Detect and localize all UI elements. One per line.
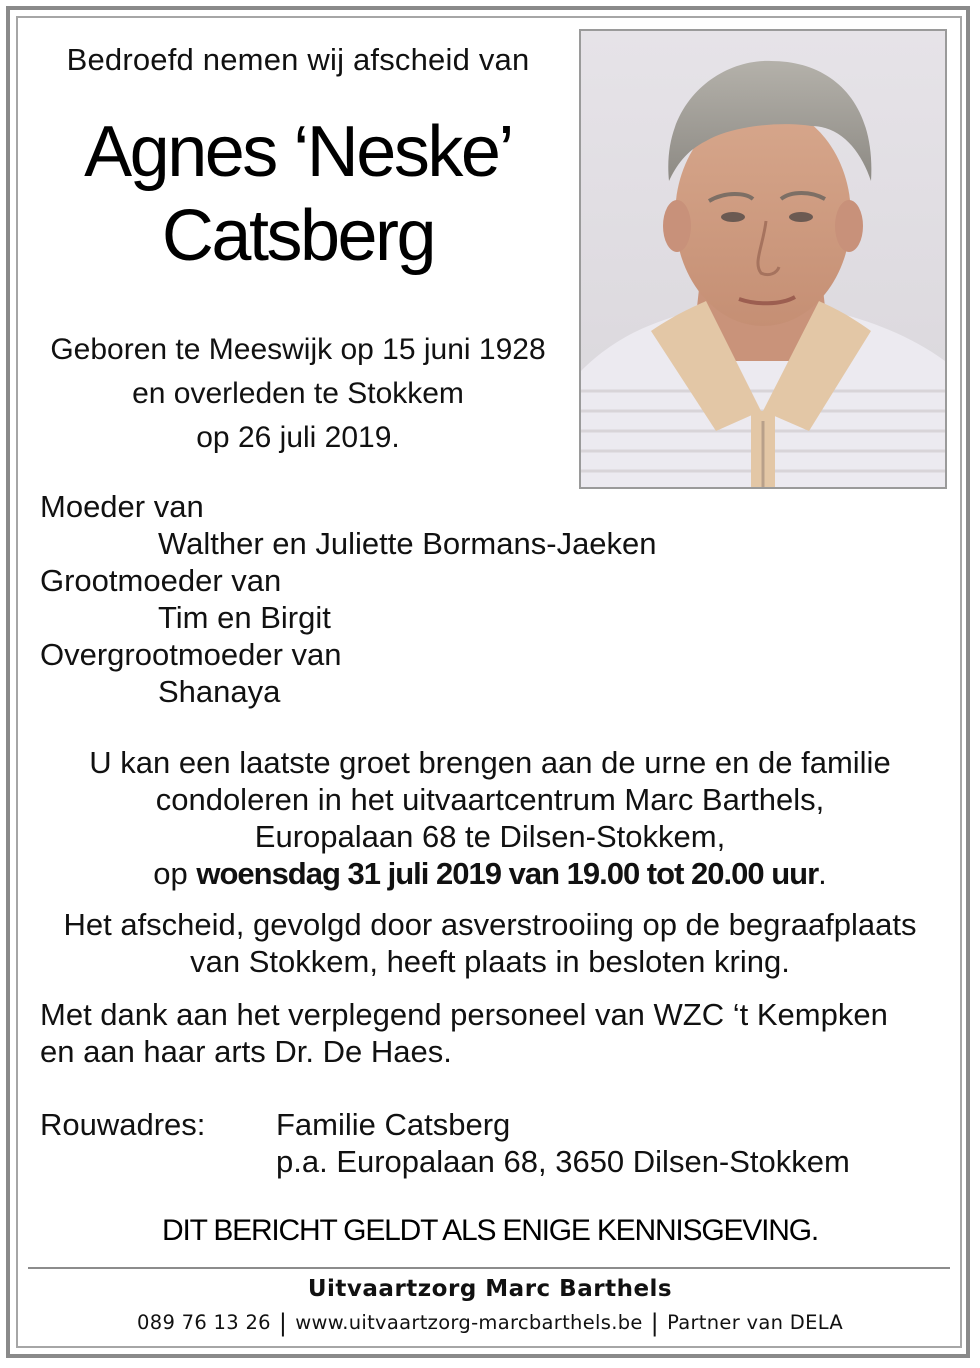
visitation-datetime: woensdag 31 juli 2019 van 19.00 tot 20.00 uur xyxy=(196,856,819,891)
thanks-text xyxy=(40,996,940,1070)
company-name: Uitvaartzorg Marc Barthels xyxy=(307,1276,673,1302)
visitation-line: Europalaan 68 te Dilsen-Stokkem, xyxy=(254,819,726,854)
separator: | xyxy=(650,1309,660,1337)
family-list xyxy=(40,488,920,710)
visitation-prefix: op xyxy=(153,856,197,891)
intro-text: Bedroefd nemen wij afscheid van xyxy=(66,42,530,77)
born-line: Geboren te Meeswijk op 15 juni 1928 xyxy=(50,333,546,366)
family-relation: Moeder van xyxy=(40,489,204,524)
died-date-line: op 26 juli 2019. xyxy=(196,421,400,454)
website-link[interactable]: www.uitvaartzorg-marcbarthels.be xyxy=(295,1311,643,1334)
portrait-photo xyxy=(579,29,947,489)
family-names: Shanaya xyxy=(158,674,281,709)
visitation-datetime-line xyxy=(30,855,950,892)
address-label: Rouwadres: xyxy=(40,1107,206,1142)
family-relation: Overgrootmoeder van xyxy=(40,637,342,672)
address-line: Familie Catsberg xyxy=(276,1107,511,1142)
official-notice: DIT BERICHT GELDT ALS ENIGE KENNISGEVING. xyxy=(162,1214,818,1247)
footer-divider xyxy=(28,1267,950,1269)
family-relation: Grootmoeder van xyxy=(40,563,282,598)
deceased-name-line1: Agnes ‘Neske’ xyxy=(84,112,512,192)
birth-death-details xyxy=(30,328,566,460)
visitation-info xyxy=(30,744,950,892)
contact-line xyxy=(30,1309,950,1337)
family-names: Walther en Juliette Bormans-Jaeken xyxy=(158,526,657,561)
visitation-line: condoleren in het uitvaartcentrum Marc Barthels, xyxy=(155,782,825,817)
visitation-line: U kan een laatste groet brengen aan de urne en de familie xyxy=(89,745,891,780)
deceased-name-line2: Catsberg xyxy=(161,196,435,276)
thanks-line: en aan haar arts Dr. De Haes. xyxy=(40,1034,452,1069)
farewell-line: Het afscheid, gevolgd door asverstrooiing op de begraafplaats xyxy=(63,907,917,942)
partner-text: Partner van DELA xyxy=(667,1311,843,1334)
farewell-info xyxy=(30,906,950,980)
phone-number: 089 76 13 26 xyxy=(137,1311,271,1334)
thanks-line: Met dank aan het verplegend personeel van WZC ‘t Kempken xyxy=(40,997,888,1032)
address-lines xyxy=(276,1106,936,1180)
farewell-line: van Stokkem, heeft plaats in besloten kring. xyxy=(190,944,790,979)
separator: | xyxy=(278,1309,288,1337)
deceased-name xyxy=(30,110,566,278)
address-line: p.a. Europalaan 68, 3650 Dilsen-Stokkem xyxy=(276,1144,850,1179)
family-names: Tim en Birgit xyxy=(158,600,331,635)
visitation-suffix: . xyxy=(818,856,827,891)
portrait-illustration xyxy=(581,31,945,487)
died-place-line: en overleden te Stokkem xyxy=(132,377,464,410)
